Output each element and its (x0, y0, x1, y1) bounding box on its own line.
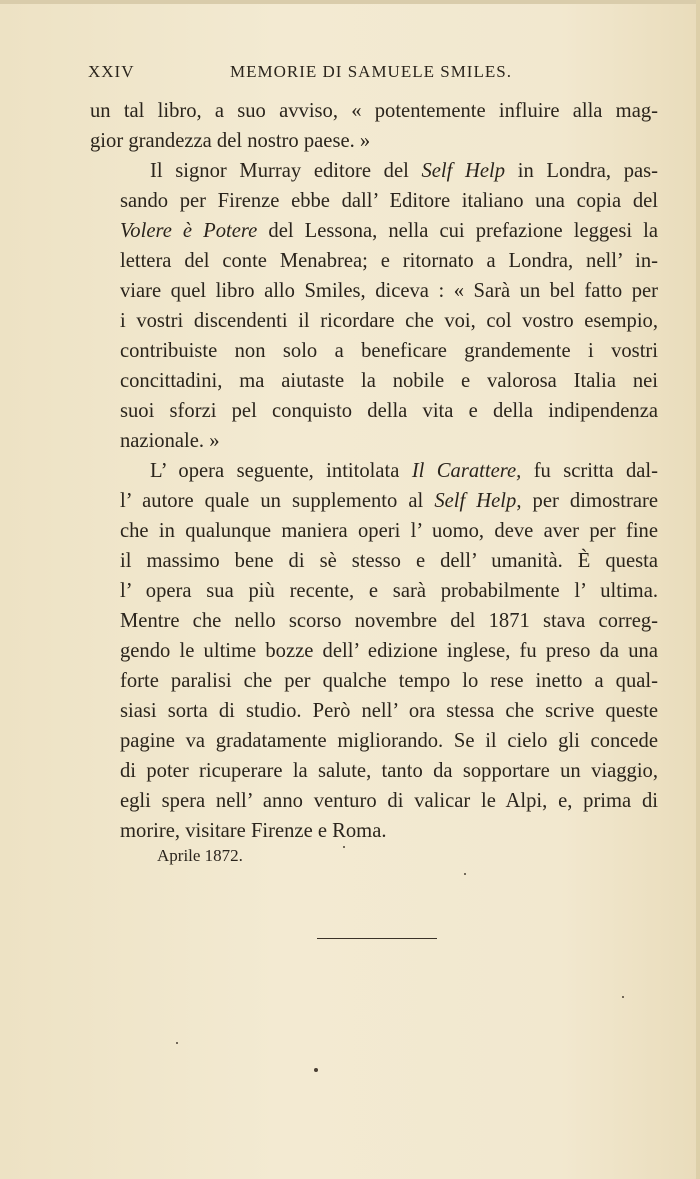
text-line: l’ opera sua più recente, e sarà probabilmente l’ ultima. (120, 580, 658, 602)
page-right-edge (696, 0, 700, 1179)
text-line: siasi sorta di studio. Però nell’ ora stessa che scrive queste (120, 700, 658, 722)
paper-speck (314, 1068, 318, 1072)
text-line: il massimo bene di sè stesso e dell’ umanità. È questa (120, 550, 658, 572)
text-line: lettera del conte Menabrea; e ritornato a Londra, nell’ in- (120, 250, 658, 272)
dateline: Aprile 1872. (157, 846, 243, 865)
text-line: contribuiste non solo a beneficare grandemente i vostri (120, 340, 658, 362)
text-line: gendo le ultime bozze dell’ edizione inglese, fu preso da una (120, 640, 658, 662)
text-line: viare quel libro allo Smiles, diceva : « Sarà un bel fatto per (120, 280, 658, 302)
text-line: Mentre che nello scorso novembre del 1871 stava correg- (120, 610, 658, 632)
text-line: egli spera nell’ anno venturo di valicar le Alpi, e, prima di (120, 790, 658, 812)
paper-speck (464, 873, 466, 875)
text-line: l’ autore quale un supplemento al Self Help, per dimostrare (120, 490, 658, 512)
page-top-edge (0, 0, 700, 4)
paragraph-3 (90, 456, 658, 846)
text-line: di poter ricuperare la salute, tanto da sopportare un viaggio, (120, 760, 658, 782)
text-line: i vostri discendenti il ricordare che voi, col vostro esempio, (120, 310, 658, 332)
closing-rule (317, 938, 437, 939)
text-line: pagine va gradatamente migliorando. Se il cielo gli concede (120, 730, 658, 752)
text-line: gior grandezza del nostro paese. » (90, 130, 371, 152)
paragraph-2 (90, 156, 658, 456)
text-line: nazionale. » (120, 430, 220, 452)
text-line: concittadini, ma aiutaste la nobile e valorosa Italia nei (120, 370, 658, 392)
page-number: XXIV (88, 62, 135, 81)
text-line: forte paralisi che per qualche tempo lo rese inetto a qual- (120, 670, 658, 692)
paper-speck (343, 846, 345, 848)
running-title: MEMORIE DI SAMUELE SMILES. (230, 62, 512, 81)
text-line: suoi sforzi pel conquisto della vita e della indipendenza (120, 400, 658, 422)
paper-speck (176, 1042, 178, 1044)
text-line: L’ opera seguente, intitolata Il Carattere, fu scritta dal- (150, 460, 659, 482)
text-line: che in qualunque maniera operi l’ uomo, deve aver per fine (120, 520, 658, 542)
body-text (90, 96, 658, 846)
paper-speck (622, 996, 624, 998)
paragraph-1 (90, 96, 658, 156)
text-line: Il signor Murray editore del Self Help in Londra, pas- (150, 160, 658, 182)
text-line: sando per Firenze ebbe dall’ Editore italiano una copia del (120, 190, 658, 212)
text-line: un tal libro, a suo avviso, « potentemente influire alla mag- (90, 100, 658, 122)
text-line: Volere è Potere del Lessona, nella cui prefazione leggesi la (120, 220, 659, 242)
text-line: morire, visitare Firenze e Roma. (120, 820, 387, 842)
